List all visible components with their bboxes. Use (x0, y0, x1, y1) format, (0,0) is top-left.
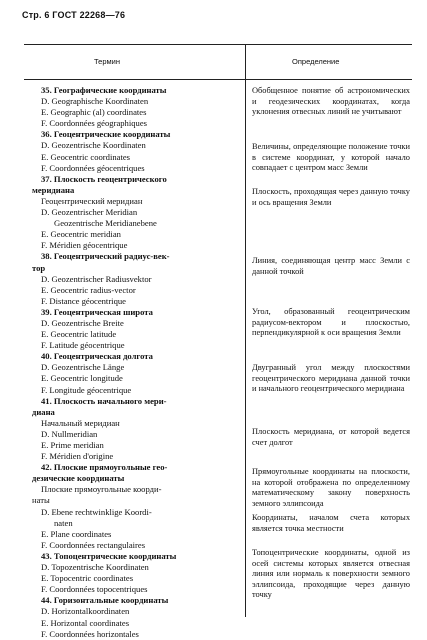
term-line: F. Distance géocentrique (41, 295, 126, 306)
term-line: D. Nullmeridian (41, 428, 98, 439)
term-line: D. Geographische Koordinaten (41, 96, 149, 107)
term-heading-line: 42. Плоские прямоугольные гео- (41, 462, 168, 473)
page-header: Стр. 6 ГОСТ 22268—76 (22, 10, 126, 20)
term-line: Geozentrische Meridianebene (54, 218, 157, 229)
definition-44: Топоцентрические координаты, одной из осей системы которых является отвесная линия или нормаль к поверхности земного эллипсоида, проходящие через данную точку (252, 548, 410, 600)
definition-39: Угол, образованный геоцентрическим радиусом-вектором и плоскостью, перпендикулярной к оси вращения Земли (252, 307, 410, 338)
term-heading-line: 36. Геоцентрические координаты (41, 129, 171, 140)
terms-table (24, 44, 412, 639)
term-heading-line: диана (32, 406, 55, 417)
term-line: F. Latitude géocentrique (41, 340, 125, 351)
term-line: E. Prime meridian (41, 440, 104, 450)
term-line: D. Horizontalkoordinaten (41, 606, 130, 617)
header-rule (24, 79, 412, 80)
term-line: D. Geozentrischer Radiusvektor (41, 273, 152, 284)
term-line: F. Méridien géocentrique (41, 240, 128, 251)
term-line: E. Geocentric meridian (41, 229, 121, 240)
column-header-terms: Термин (94, 57, 120, 66)
definition-41: Плоскость меридиана, от которой ведется счет долгот (252, 427, 410, 447)
term-line: наты (32, 495, 50, 506)
term-heading-line: 44. Горизонтальные координаты (41, 595, 169, 606)
terms-column (32, 85, 242, 640)
term-line: Геоцентрический меридиан (41, 195, 143, 206)
term-heading-line: 41. Плоскость начального мери- (41, 395, 167, 406)
term-line: E. Geocentric radius-vector (41, 284, 136, 295)
term-line: F. Coordonnées horizontales (41, 628, 139, 639)
term-line: Плоские прямоугольные коорди- (41, 484, 162, 495)
definition-37: Плоскость, проходящая через данную точку и ось вращения Земли (252, 187, 410, 207)
column-header-definitions: Определение (292, 57, 340, 66)
definition-43: Координаты, началом счета которых является точка местности (252, 513, 410, 533)
definition-42: Прямоугольные координаты на плоскости, на которой отображена по определенному математическому закону поверхность земного эллипсоида (252, 467, 410, 508)
term-line: D. Geozentrische Koordinaten (41, 140, 146, 151)
term-line: E. Plane coordinates (41, 528, 112, 539)
term-heading-line: меридиана (32, 184, 75, 195)
term-line: E. Geographic (al) coordinates (41, 107, 147, 118)
term-heading-line: дезические координаты (32, 473, 125, 484)
definition-38: Линия, соединяющая центр масс Земли с данной точкой (252, 256, 410, 276)
term-line: D. Ebene rechtwinklige Koordi- (41, 506, 152, 517)
term-line: D. Geozentrischer Meridian (41, 207, 138, 218)
definition-36: Величины, определяющие положение точки в системе координат, у которой начало совпадает с центром масс Земли (252, 142, 410, 173)
term-line: E. Geocentric longitude (41, 373, 123, 384)
term-line: F. Coordonnées géographiques (41, 118, 147, 129)
term-heading-line: 37. Плоскость геоцентрического (41, 173, 167, 184)
term-line: D. Topozentrische Koordinaten (41, 562, 149, 573)
term-line: E. Geocentric coordinates (41, 151, 131, 162)
term-line: E. Horizontal coordinates (41, 617, 130, 628)
column-divider (245, 45, 246, 617)
term-heading-line: тор (32, 262, 46, 273)
term-line: D. Geozentrische Länge (41, 362, 125, 373)
term-line: F. Coordonnées géocentriques (41, 162, 145, 173)
term-line: D. Geozentrische Breite (41, 317, 124, 328)
term-line: Начальный меридиан (41, 417, 120, 428)
definition-35: Обобщенное понятие об астрономических и геодезических координатах, когда уклонения отвесных линий не учитывают (252, 86, 410, 117)
term-line: naten (54, 517, 73, 528)
term-heading-line: 39. Геоцентрическая широта (41, 306, 153, 317)
term-heading-line: 40. Геоцентрическая долгота (41, 351, 153, 362)
term-line: F. Méridien d'origine (41, 451, 114, 462)
term-heading-line: 35. Географические координаты (41, 85, 167, 95)
term-line: F. Longitude géocentrique (41, 384, 132, 395)
term-line: E. Topocentric coordinates (41, 573, 134, 584)
term-line: F. Coordonnées rectangulaires (41, 539, 146, 550)
term-heading-line: 38. Геоцентрический радиус-век- (41, 251, 170, 262)
term-line: E. Geocentric latitude (41, 329, 117, 340)
term-heading-line: 43. Топоцентрические координаты (41, 550, 177, 561)
definition-40: Двугранный угол между плоскостями геоцентрического меридиана данной точки и начального геоцентрического меридиана (252, 363, 410, 394)
term-line: F. Coordonnées topocentriques (41, 584, 148, 595)
